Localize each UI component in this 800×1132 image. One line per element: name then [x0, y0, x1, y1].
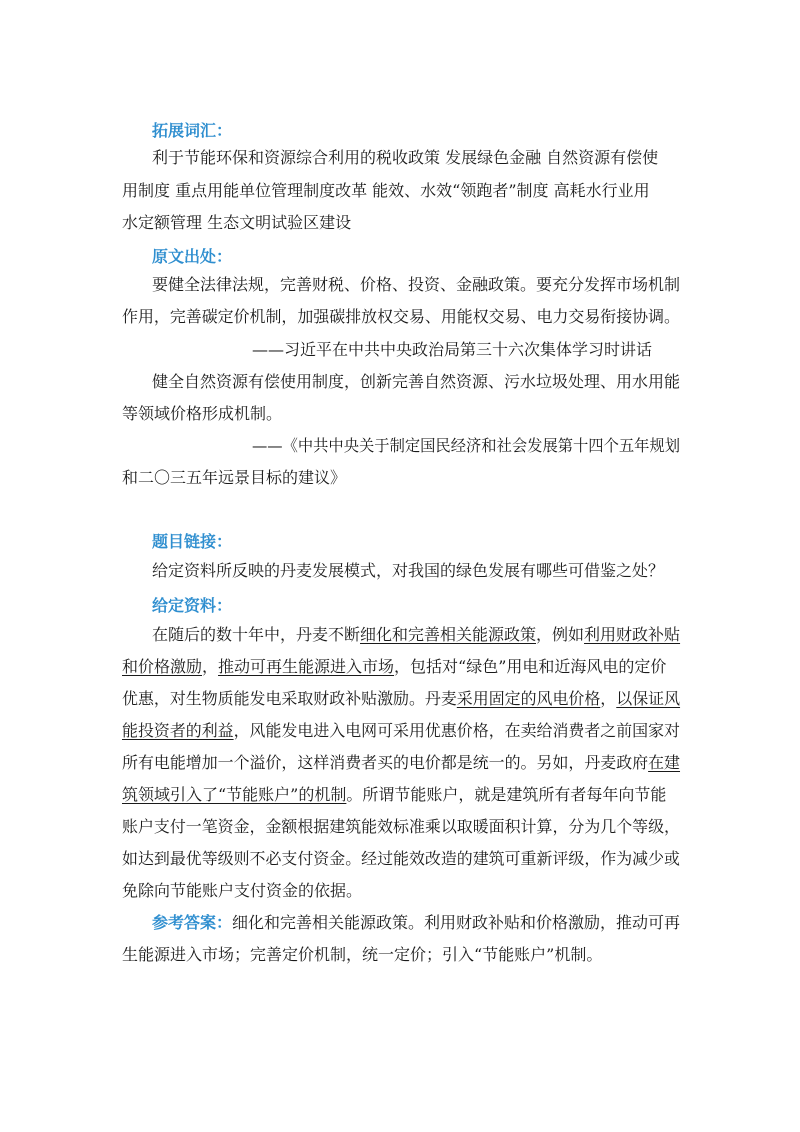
material-line — [122, 657, 666, 677]
material-underlined: 筑领域引入了“节能账户”的机制 — [122, 785, 347, 804]
material-line — [152, 625, 680, 645]
material-underlined: 推动可再生能源进入市场 — [218, 657, 395, 676]
material-line: 如达到最优等级则不必支付资金。经过能效改造的建筑可重新评级，作为减少或 — [122, 849, 680, 868]
material-underlined: 利用财政补贴 — [584, 625, 681, 644]
material-text: ，包括对“绿色”用电和近海风电的定价 — [394, 657, 667, 676]
material-text: 所有电能增加一个溢价，这样消费者买的电价都是统一的。另如，丹麦政府 — [122, 753, 649, 772]
material-text: 。所谓节能账户，就是建筑所有者每年向节能 — [346, 785, 667, 804]
source-para-line: 作用，完善碳定价机制，加强碳排放权交易、用能权交易、电力交易衔接协调。 — [122, 307, 680, 326]
material-underlined: 在建 — [648, 753, 681, 772]
material-line — [122, 721, 680, 741]
expand-vocab-heading: 拓展词汇： — [152, 121, 233, 140]
vocab-line: 利于节能环保和资源综合利用的税收政策 发展绿色金融 自然资源有偿使 — [152, 148, 659, 167]
vocab-line: 用制度 重点用能单位管理制度改革 能效、水效“领跑者”制度 高耗水行业用 — [122, 181, 650, 200]
material-text: ， — [600, 689, 617, 708]
material-text: ，例如 — [536, 625, 585, 644]
source-attribution: ——《中共中央关于制定国民经济和社会发展第十四个五年规划 — [252, 436, 681, 455]
source-para-line: 要健全法律法规，完善财税、价格、投资、金融政策。要充分发挥市场机制 — [152, 275, 681, 294]
material-underlined: 和价格激励 — [122, 657, 203, 676]
answer-line: 生能源进入市场；完善定价机制，统一定价；引入“节能账户”机制。 — [122, 945, 603, 964]
question-heading: 题目链接： — [152, 532, 233, 551]
material-text: ，风能发电进入电网可采用优惠价格，在卖给消费者之前国家对 — [233, 721, 681, 740]
material-line: 免除向节能账户支付资金的依据。 — [122, 881, 363, 900]
answer-text: 细化和完善相关能源政策。利用财政补贴和价格激励，推动可再 — [232, 913, 681, 932]
question-text: 给定资料所反映的丹麦发展模式，对我国的绿色发展有哪些可借鉴之处？ — [152, 561, 665, 580]
material-text: 在随后的数十年中，丹麦不断 — [152, 625, 361, 644]
material-text: ， — [202, 657, 219, 676]
material-line — [122, 753, 680, 773]
material-underlined: 以保证风 — [616, 689, 681, 708]
material-heading: 给定资料： — [152, 596, 233, 615]
vocab-line: 水定额管理 生态文明试验区建设 — [122, 213, 352, 232]
answer-heading: 参考答案： — [152, 913, 233, 932]
source-attribution: 和二〇三五年远景目标的建议》 — [122, 468, 347, 487]
answer-line — [152, 913, 680, 933]
source-para-line: 健全自然资源有偿使用制度，创新完善自然资源、污水垃圾处理、用水用能 — [152, 372, 681, 391]
material-underlined: 采用固定的风电价格 — [456, 689, 601, 708]
material-line — [122, 785, 666, 805]
material-line: 账户支付一笔资金，金额根据建筑能效标准乘以取暖面积计算，分为几个等级， — [122, 817, 680, 836]
material-underlined: 能投资者的利益 — [122, 721, 234, 740]
material-underlined: 细化和完善相关能源政策 — [360, 625, 537, 644]
source-attribution: ——习近平在中共中央政治局第三十六次集体学习时讲话 — [252, 340, 653, 359]
source-para-line: 等领域价格形成机制。 — [122, 404, 283, 423]
material-line — [122, 689, 680, 709]
source-heading: 原文出处： — [152, 247, 233, 266]
material-text: 优惠，对生物质能发电采取财政补贴激励。丹麦 — [122, 689, 457, 708]
